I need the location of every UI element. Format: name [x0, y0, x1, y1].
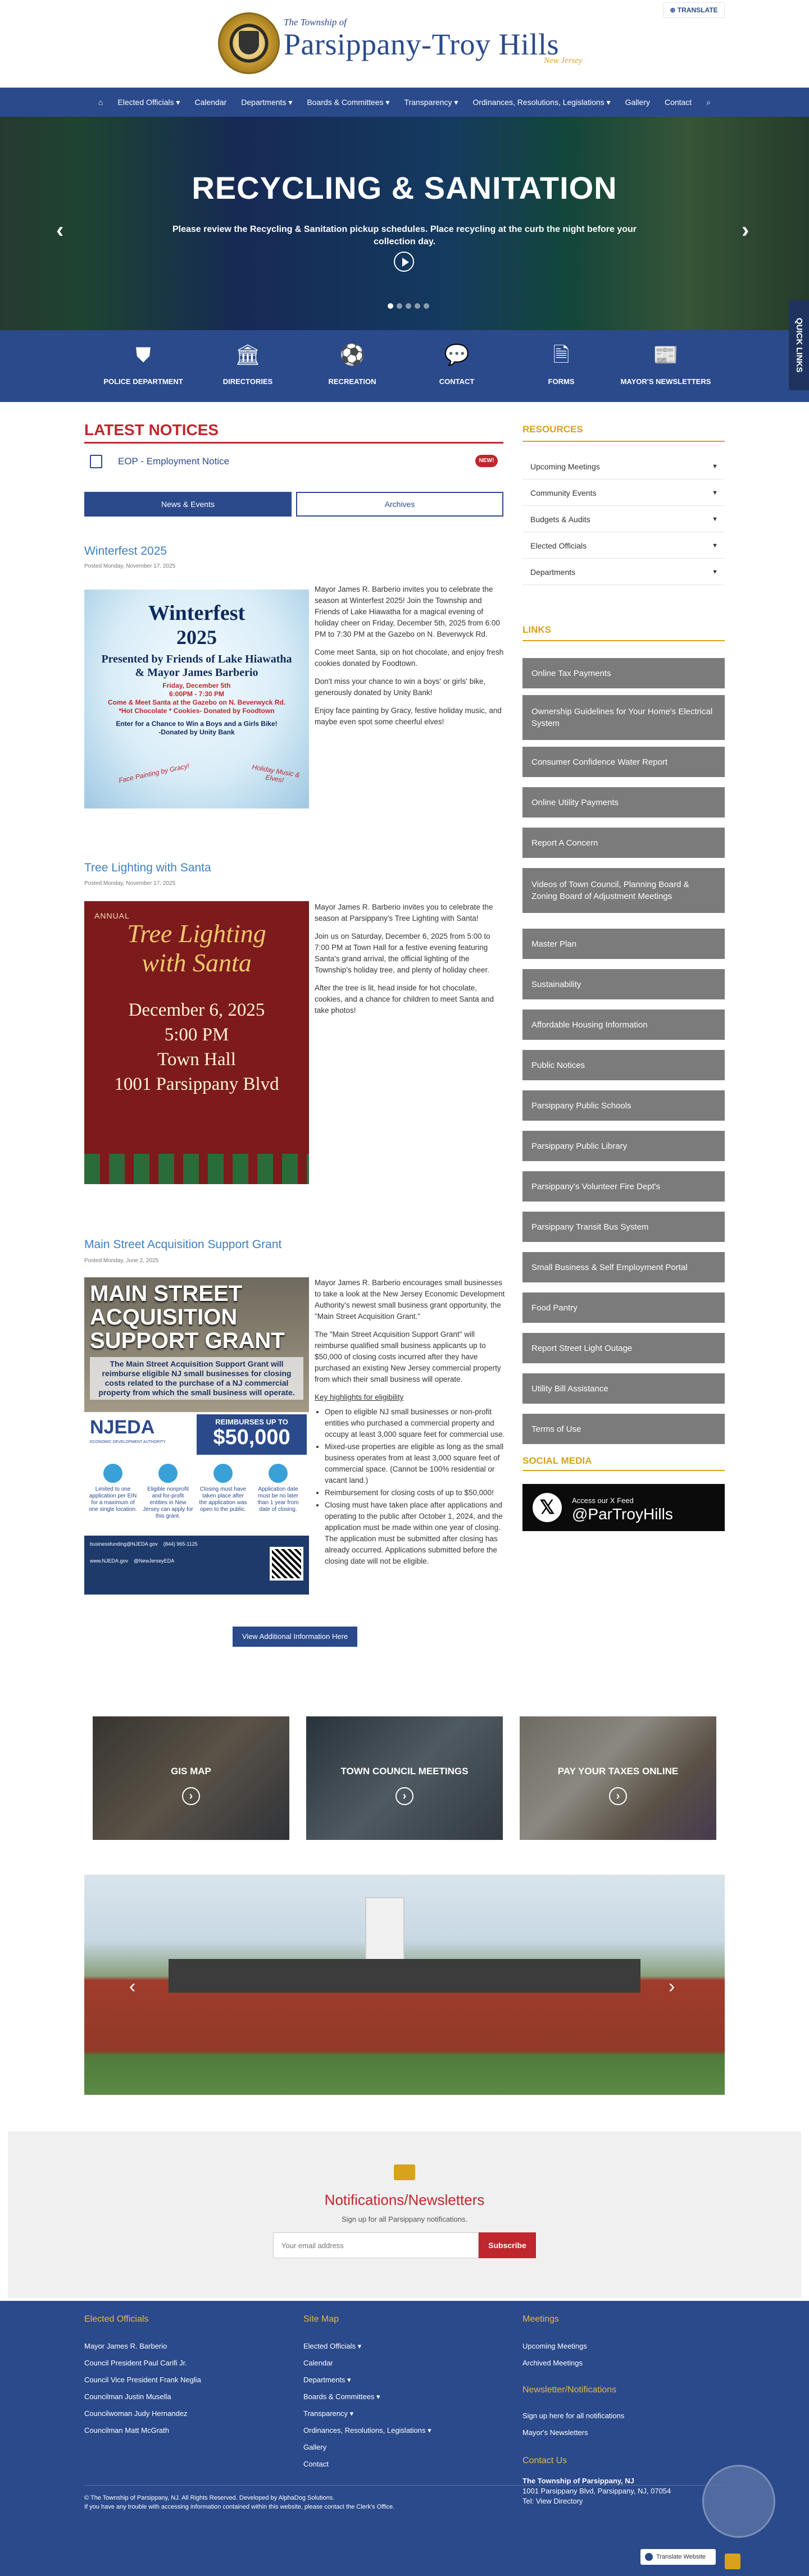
poster-text: Come & Meet Santa at the Gazebo on N. Beverwyck Rd.: [107, 698, 286, 706]
footer-heading: Site Map: [303, 2314, 339, 2324]
tile-label: GIS MAP: [171, 1766, 211, 1776]
search-icon[interactable]: ⌕: [706, 98, 711, 107]
poster-text: & Mayor James Barberio: [135, 666, 258, 679]
link-utility-assistance[interactable]: Utility Bill Assistance: [522, 1373, 725, 1404]
photo-next-arrow[interactable]: ›: [669, 1976, 675, 1997]
globe-icon: ⊕: [670, 6, 678, 14]
footer-heading: Contact Us: [522, 2456, 567, 2465]
footer-link[interactable]: Ordinances, Resolutions, Legislations ▾: [303, 2426, 431, 2435]
tile-pay-taxes[interactable]: [520, 1716, 716, 1840]
footer-link[interactable]: Boards & Committees ▾: [303, 2392, 380, 2401]
article-title[interactable]: Tree Lighting with Santa: [84, 861, 211, 874]
footer-link[interactable]: Calendar: [303, 2359, 333, 2367]
poster-text: Eligible nonprofit and for-profit entities in New Jersey can apply for this grant.: [143, 1486, 193, 1519]
notice-item[interactable]: [84, 449, 503, 474]
footer-link[interactable]: Contact: [303, 2460, 329, 2468]
x-feed-banner[interactable]: [522, 1484, 725, 1531]
chat-icon: 💬: [444, 343, 470, 366]
x-logo-icon: 𝕏: [533, 1493, 562, 1522]
chevron-right-icon: ›: [182, 1787, 200, 1805]
section-divider: [522, 441, 725, 442]
resource-label: Community Events: [530, 488, 597, 497]
accessibility-text: If you have any trouble with accessing information contained within this website, please contact the Clerk's Office.: [84, 2504, 395, 2510]
grant-poster[interactable]: [84, 1277, 309, 1595]
chevron-down-icon: ▼: [712, 516, 718, 523]
home-icon[interactable]: ⌂: [98, 98, 103, 107]
link-meeting-videos[interactable]: Videos of Town Council, Planning Board & Zoning Board of Adjustment Meetings: [522, 868, 725, 913]
poster-text: @NewJerseyEDA: [134, 1558, 175, 1564]
poster-text: 1001 Parsippany Blvd: [114, 1074, 279, 1094]
winterfest-poster[interactable]: [84, 590, 309, 809]
tab-news-events[interactable]: News & Events: [84, 492, 292, 517]
newspaper-icon: 📰: [653, 343, 679, 366]
poster-text: Enter for a Chance to Win a Boys and a Girls Bike!: [116, 720, 278, 728]
quick-link-police[interactable]: [91, 330, 196, 402]
poster-text: Presented by Friends of Lake Hiawatha: [101, 653, 292, 665]
link-small-business[interactable]: Small Business & Self Employment Portal: [522, 1252, 725, 1282]
contact-name: The Township of Parsippany, NJ: [522, 2477, 634, 2485]
poster-text: ECONOMIC DEVELOPMENT AUTHORITY: [90, 1440, 166, 1444]
nav-item-transparency[interactable]: Transparency ▾: [404, 98, 458, 107]
tile-gis-map[interactable]: [93, 1716, 289, 1840]
article-title[interactable]: Main Street Acquisition Support Grant: [84, 1238, 282, 1251]
nav-item-contact[interactable]: Contact: [664, 98, 692, 107]
chevron-right-icon: ›: [609, 1787, 627, 1805]
poster-text: Holiday Music & Elves!: [251, 762, 301, 784]
document-icon: [90, 455, 102, 468]
chevron-down-icon: ▼: [712, 569, 718, 576]
nav-item-gallery[interactable]: Gallery: [625, 98, 650, 107]
footer-link[interactable]: Sign up here for all notifications: [522, 2411, 625, 2420]
footer-link[interactable]: Councilman Matt McGrath: [84, 2426, 169, 2435]
subscribe-button[interactable]: Subscribe: [479, 2232, 536, 2258]
document-icon: 🗎: [553, 343, 570, 366]
footer-link[interactable]: Council Vice President Frank Neglia: [84, 2376, 201, 2384]
quick-link-forms[interactable]: [509, 330, 613, 402]
site-title-prefix: The Township of: [284, 17, 347, 28]
main-nav: [0, 88, 809, 117]
resource-departments[interactable]: [522, 559, 725, 585]
poster-text: ACQUISITION: [90, 1305, 238, 1330]
footer-heading: Meetings: [522, 2314, 559, 2324]
quick-link-label: MAYOR'S NEWSLETTERS: [620, 377, 711, 386]
footer-link[interactable]: Councilwoman Judy Hernandez: [84, 2409, 188, 2418]
footer-link[interactable]: Mayor James R. Barberio: [84, 2342, 167, 2350]
envelope-icon: [394, 2164, 415, 2180]
poster-text: The Main Street Acquisition Support Grant will reimburse eligible NJ small businesses for closing costs related to the purchase of a NJ commercial property from which the small business will operate.: [90, 1357, 303, 1400]
hero-next-arrow[interactable]: ›: [742, 218, 749, 243]
link-online-tax-payments[interactable]: Online Tax Payments: [522, 658, 725, 688]
resource-label: Budgets & Audits: [530, 515, 590, 524]
section-divider: [84, 442, 503, 444]
poster-text: Tree Lighting: [127, 919, 266, 948]
nav-item-departments[interactable]: Departments ▾: [241, 98, 293, 107]
contact-directory-link[interactable]: Tel: View Directory: [522, 2497, 583, 2505]
x-feed-handle: @ParTroyHills: [572, 1505, 673, 1523]
quick-link-label: DIRECTORIES: [222, 377, 273, 386]
footer-heading: Elected Officials: [84, 2314, 149, 2324]
link-water-report[interactable]: Consumer Confidence Water Report: [522, 747, 725, 777]
info-icon: [158, 1464, 178, 1483]
link-sustainability[interactable]: Sustainability: [522, 969, 725, 999]
article-paragraph: Join us on Saturday, December 6, 2025 from 5:00 to 7:00 PM at Town Hall for a festive evening featuring Santa's grand arrival, the official lighting of the Township's holiday tree, and plenty of holiday cheer.: [315, 932, 490, 974]
poster-text: REIMBURSES UP TO: [215, 1418, 288, 1426]
article-paragraph: Don't miss your chance to win a boys' or girls' bike, generously donated by Unity Bank!: [315, 677, 486, 697]
link-master-plan[interactable]: Master Plan: [522, 929, 725, 959]
social-media-title: SOCIAL MEDIA: [522, 1455, 592, 1466]
hero-title: RECYCLING & SANITATION: [192, 170, 617, 205]
chevron-down-icon: ▼: [712, 463, 718, 470]
quick-link-newsletters[interactable]: [613, 330, 718, 402]
news-tabs: [84, 492, 503, 517]
notice-link[interactable]: EOP - Employment Notice: [118, 456, 230, 467]
poster-text: MAIN STREET: [90, 1281, 243, 1306]
quick-link-recreation[interactable]: [300, 330, 404, 402]
back-to-top-button[interactable]: [725, 2554, 740, 2569]
footer-link[interactable]: Council President Paul Carifi Jr.: [84, 2359, 187, 2367]
slide-dot[interactable]: [388, 303, 393, 309]
quick-link-label: POLICE DEPARTMENT: [103, 377, 183, 386]
njeda-logo: NJEDA: [90, 1417, 155, 1438]
chevron-down-icon: ▼: [712, 542, 718, 549]
hero-subtitle: Please review the Recycling & Sanitation pickup schedules. Place recycling at the curb the night before your collection day.: [172, 225, 637, 246]
poster-text: Town Hall: [157, 1049, 236, 1070]
article-paragraph: Mayor James R. Barberio encourages small businesses to take a look at the New Jersey Economic Development Authority's newest small business grant opportunity, the "Main Street Acquisition Grant.": [315, 1278, 505, 1321]
shield-icon: ⛊: [135, 343, 151, 366]
article-date: Posted Monday, November 17, 2025: [84, 880, 176, 887]
article-paragraph: Mayor James R. Barberio invites you to celebrate the season at Parsippany's Tree Lighting with Santa!: [315, 903, 493, 922]
article-date: Posted Monday, November 17, 2025: [84, 563, 176, 569]
resource-label: Elected Officials: [530, 541, 587, 550]
view-additional-info-button[interactable]: View Additional Information Here: [233, 1627, 357, 1647]
site-title-state: New Jersey: [544, 56, 583, 65]
nav-item-boards[interactable]: Boards & Committees ▾: [307, 98, 390, 107]
info-icon: [269, 1464, 288, 1483]
link-affordable-housing[interactable]: Affordable Housing Information: [522, 1010, 725, 1040]
footer-link[interactable]: Elected Officials ▾: [303, 2342, 362, 2350]
links-title: LINKS: [522, 624, 551, 635]
newsletter-subtitle: Sign up for all Parsippany notifications.: [341, 2215, 467, 2223]
tree-decoration: [84, 1154, 309, 1184]
newsletter-title: Notifications/Newsletters: [324, 2191, 485, 2208]
poster-text: 2025: [176, 626, 217, 648]
footer-link[interactable]: Transparency ▾: [303, 2409, 354, 2418]
nav-item-ordinances[interactable]: Ordinances, Resolutions, Legislations ▾: [472, 98, 611, 107]
translate-website-button[interactable]: Translate Website: [640, 2549, 716, 2565]
translate-label: TRANSLATE: [677, 6, 718, 14]
poster-text: Limited to one application per EIN for a maximum of one single location.: [89, 1486, 137, 1513]
town-hall-photo-slider: [84, 1875, 725, 2095]
tile-overlay: [306, 1716, 503, 1840]
highlight-bullet: • Reimbursement for closing costs of up to $50,000!: [325, 1487, 506, 1499]
photo-prev-arrow[interactable]: ‹: [129, 1976, 136, 1997]
footer-link[interactable]: Archived Meetings: [522, 2359, 583, 2367]
article-paragraph: The "Main Street Acquisition Support Grant" will reimburse qualified small business applicants up to $50,000 of closing costs incurred after they have purchased an existing New Jersey commercial property from which their small business will operate.: [315, 1330, 501, 1383]
translate-button[interactable]: [663, 2, 725, 18]
tree-lighting-poster[interactable]: [84, 901, 309, 1184]
quick-link-directories[interactable]: [196, 330, 300, 402]
quick-link-label: CONTACT: [439, 377, 475, 386]
newsletter-section: [8, 2131, 801, 2298]
slide-dot[interactable]: [397, 303, 402, 309]
link-public-library[interactable]: Parsippany Public Library: [522, 1131, 725, 1161]
x-feed-caption: Access our X Feed: [572, 1496, 634, 1505]
poster-text: $50,000: [213, 1426, 290, 1449]
poster-text: Friday, December 5th: [162, 682, 231, 689]
footer-list-newsletter: [522, 2408, 624, 2441]
link-public-schools[interactable]: Parsippany Public Schools: [522, 1090, 725, 1121]
poster-text: Closing must have taken place after the application was open to the public.: [199, 1486, 247, 1513]
poster-text: ANNUAL: [94, 911, 130, 920]
resource-community-events[interactable]: [522, 480, 725, 506]
resource-upcoming-meetings[interactable]: [522, 454, 725, 479]
footer-link[interactable]: Councilman Justin Musella: [84, 2392, 171, 2401]
article-body: [315, 902, 506, 1023]
footer-heading: Newsletter/Notifications: [522, 2385, 617, 2395]
resources-title: RESOURCES: [522, 424, 583, 435]
poster-text: 5:00 PM: [164, 1025, 229, 1045]
hero-play-button[interactable]: [394, 252, 414, 272]
quick-icon-bar: [0, 330, 809, 402]
resource-budgets[interactable]: [522, 506, 725, 532]
quick-links-tab[interactable]: QUICK LINKS: [789, 300, 809, 390]
poster-text: SUPPORT GRANT: [90, 1328, 285, 1353]
footer-link[interactable]: Departments ▾: [303, 2376, 351, 2384]
poster-text: Application date must be no later than 1 year from date of closing.: [257, 1486, 299, 1513]
tile-label: PAY YOUR TAXES ONLINE: [557, 1766, 679, 1776]
tab-archives[interactable]: Archives: [296, 492, 503, 517]
site-footer: [0, 2301, 809, 2576]
poster-text: with Santa: [142, 948, 252, 977]
article-paragraph: After the tree is lit, head inside for hot chocolate, cookies, and a chance for children to meet Santa and take photos!: [315, 984, 494, 1015]
site-title[interactable]: Parsippany-Troy Hills: [284, 28, 560, 61]
latest-notices-title: LATEST NOTICES: [84, 421, 219, 439]
poster-text: (844) 965-1125: [163, 1541, 198, 1547]
chevron-right-icon: ›: [396, 1787, 413, 1805]
poster-text: businessfunding@NJEDA.gov: [90, 1541, 158, 1547]
slide-dot[interactable]: [424, 303, 429, 309]
building-icon: 🏛: [235, 343, 261, 366]
section-divider: [522, 1470, 725, 1471]
contact-address: 1001 Parsippany Blvd, Parsippany, NJ, 07054: [522, 2487, 671, 2495]
tile-overlay: [93, 1716, 289, 1840]
poster-text: Winterfest: [148, 601, 246, 625]
soccer-ball-icon: ⚽: [339, 343, 365, 366]
info-icon: [103, 1464, 122, 1483]
footer-list-elected: [84, 2338, 201, 2439]
quick-link-label: FORMS: [548, 377, 575, 386]
township-seal-logo[interactable]: [218, 12, 280, 74]
nav-item-calendar[interactable]: Calendar: [194, 98, 227, 107]
poster-text: December 6, 2025: [128, 1000, 265, 1020]
cupola-graphic: [365, 1897, 404, 1965]
footer-list-sitemap: [303, 2338, 431, 2473]
link-fire-dept[interactable]: Parsippany's Volunteer Fire Dept's: [522, 1171, 725, 1202]
resource-label: Upcoming Meetings: [530, 462, 600, 471]
article-title[interactable]: Winterfest 2025: [84, 545, 167, 558]
footer-link[interactable]: Mayor's Newsletters: [522, 2428, 588, 2437]
info-icon: [213, 1464, 233, 1483]
poster-text: 6:00PM - 7:30 PM: [169, 690, 225, 698]
new-badge: NEW!: [475, 455, 498, 467]
link-public-notices[interactable]: Public Notices: [522, 1050, 725, 1080]
poster-text: -Donated by Unity Bank: [158, 728, 235, 736]
poster-text: Face Painting by Gracy!: [117, 761, 190, 785]
chevron-down-icon: ▼: [712, 490, 718, 496]
link-terms-of-use[interactable]: Terms of Use: [522, 1414, 725, 1444]
footer-link[interactable]: Upcoming Meetings: [522, 2342, 587, 2350]
quick-link-contact[interactable]: [404, 330, 509, 402]
article-date: Posted Monday, June 2, 2025: [84, 1258, 159, 1264]
hero-prev-arrow[interactable]: ‹: [56, 218, 64, 243]
link-food-pantry[interactable]: Food Pantry: [522, 1292, 725, 1323]
highlight-bullet: • Open to eligible NJ small businesses or non-profit entities who purchased a commercial property and occupy at least 3,000 square feet for commercial use.: [325, 1406, 506, 1440]
poster-text: www.NJEDA.gov: [90, 1558, 129, 1564]
footer-link[interactable]: Gallery: [303, 2443, 327, 2451]
hero-pagination[interactable]: [388, 303, 429, 309]
resource-label: Departments: [530, 568, 576, 577]
tile-town-council[interactable]: [306, 1716, 503, 1840]
poster-text: *Hot Chocolate * Cookies- Donated by Foodtown: [119, 707, 275, 715]
article-paragraph: Mayor James R. Barberio invites you to celebrate the season at Winterfest 2025! Join the Township and Friends of Lake Hiawatha for a magical evening of holiday cheer on Friday, December 5th, 2025 from 6:00 PM to 7:30 PM at the Gazebo on N. Beverwyck Rd.: [315, 585, 500, 638]
site-header: [0, 0, 809, 88]
slide-dot[interactable]: [406, 303, 411, 309]
hero-slider: [0, 117, 809, 330]
quick-link-label: RECREATION: [328, 377, 376, 386]
roof-graphic: [169, 1959, 640, 1993]
article-body: [315, 584, 506, 734]
copyright: [84, 2485, 725, 2511]
section-divider: [522, 640, 725, 641]
tile-overlay: [520, 1716, 716, 1840]
article-paragraph: Come meet Santa, sip on hot chocolate, and enjoy fresh cookies donated by Foodtown.: [315, 648, 504, 668]
link-street-light[interactable]: Report Street Light Outage: [522, 1333, 725, 1363]
article-body: [315, 1277, 506, 1568]
footer-list-meetings: [522, 2338, 587, 2372]
qr-code: [270, 1547, 303, 1581]
copyright-text: © The Township of Parsippany, NJ. All Rights Reserved. Developed by AlphaDog Solutions.: [84, 2495, 335, 2501]
highlight-bullet: • Mixed-use properties are eligible as long as the small business operates from at least 3,000 square feet of commercial space. (Cannot be 100% residential or vacant land.): [325, 1441, 506, 1486]
nav-item-elected-officials[interactable]: Elected Officials ▾: [117, 98, 180, 107]
resource-elected-officials[interactable]: [522, 533, 725, 559]
link-utility-payments[interactable]: Online Utility Payments: [522, 787, 725, 817]
newsletter-email-input[interactable]: [273, 2232, 479, 2258]
tile-label: TOWN COUNCIL MEETINGS: [340, 1766, 469, 1776]
highlight-bullet: • Closing must have taken place after applications and operating to the public after October 1, 2024, and the application must be made within one year of closing. The application must be submitted after closing has already occurred. Applications submitted before the closing date will not be eligible.: [325, 1500, 506, 1567]
link-report-concern[interactable]: Report A Concern: [522, 828, 725, 858]
article-paragraph: Enjoy face painting by Gracy, festive holiday music, and maybe even spot some cheerful elves!: [315, 706, 502, 726]
highlights-label: Key highlights for eligibility: [315, 1393, 404, 1401]
slide-dot[interactable]: [415, 303, 420, 309]
link-electrical-guidelines[interactable]: Ownership Guidelines for Your Home's Electrical System: [522, 695, 725, 740]
link-transit-bus[interactable]: Parsippany Transit Bus System: [522, 1212, 725, 1242]
